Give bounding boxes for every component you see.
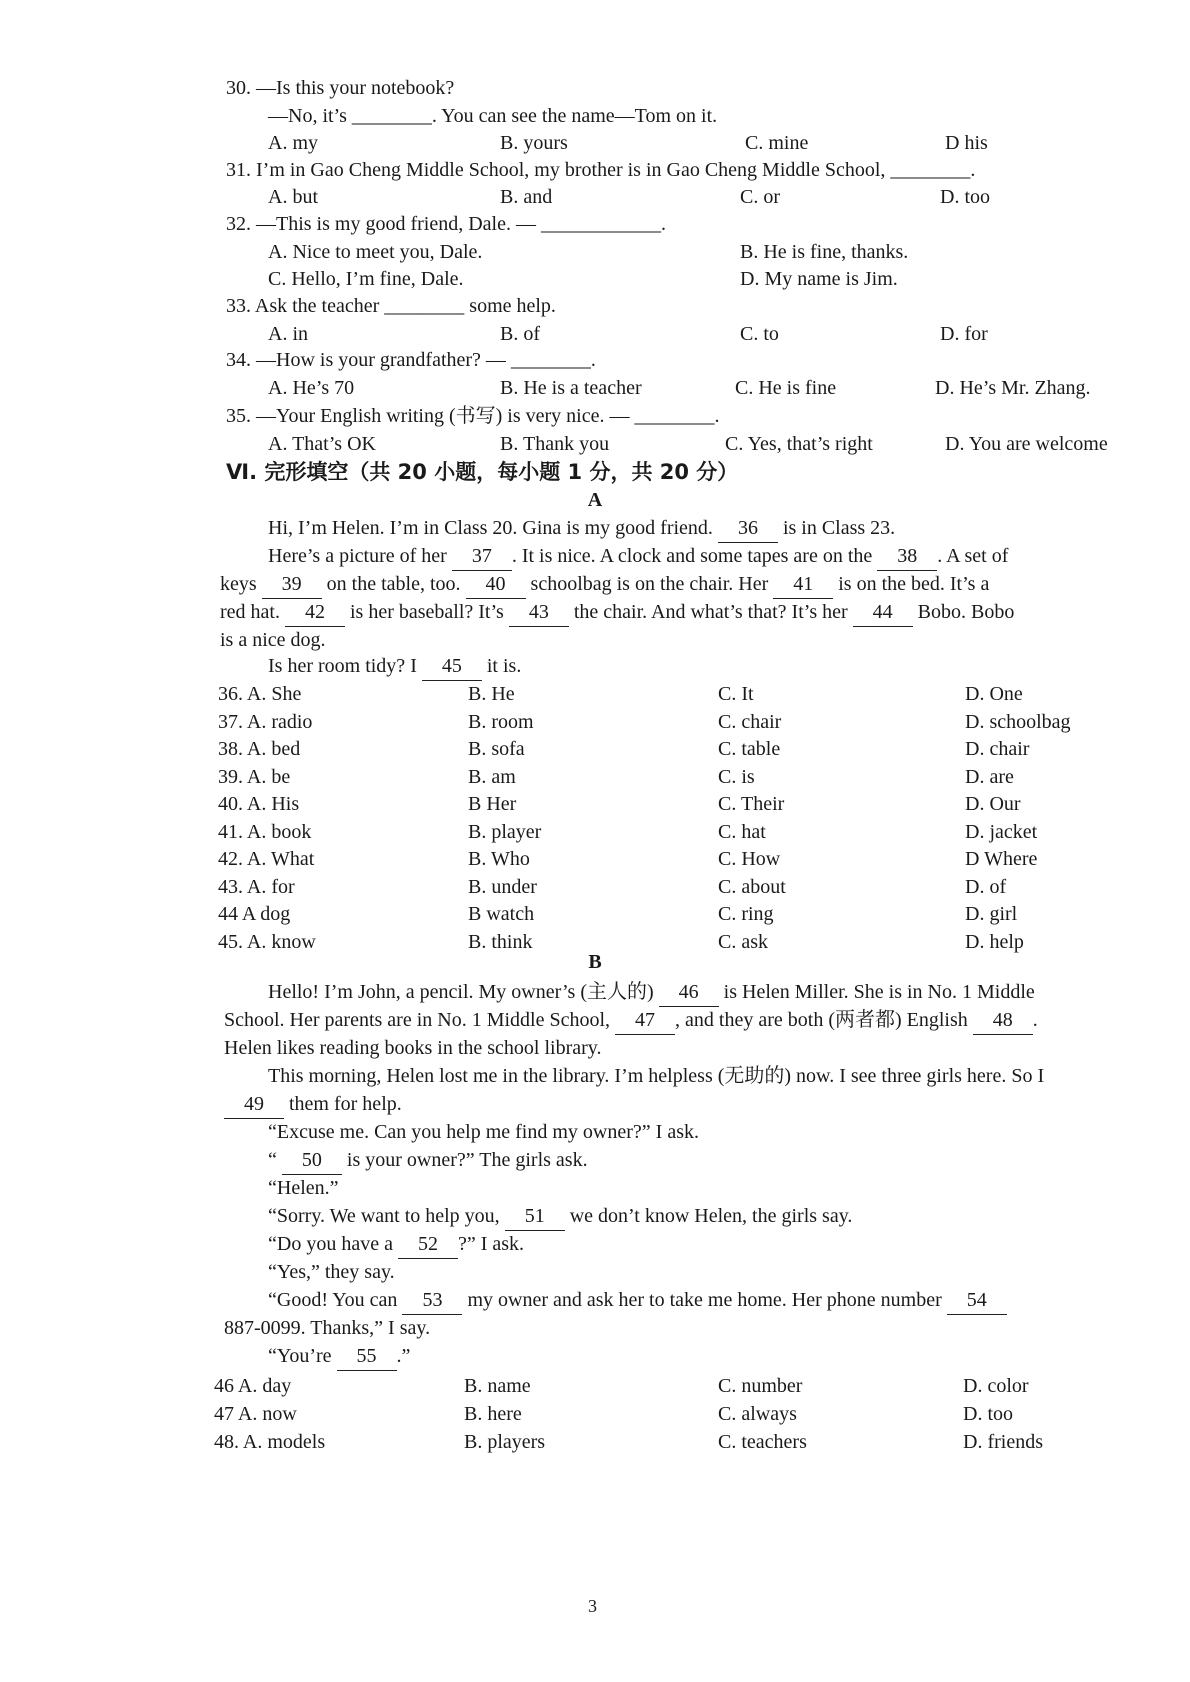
- cloze-blank: 42: [285, 598, 345, 627]
- passage-line: “Sorry. We want to help you, 51 we don’t know Helen, the girls say.: [268, 1202, 852, 1231]
- cloze-option: D Where: [965, 848, 1038, 870]
- cloze-option: D. schoolbag: [965, 710, 1071, 733]
- cloze-option: 38. A. bed: [218, 738, 301, 760]
- passage-line: Here’s a picture of her 37 . It is nice. A clock and some tapes are on the 38 . A set of: [268, 542, 1008, 571]
- cloze-option: B. under: [468, 875, 537, 898]
- cloze-option: B. name: [464, 1375, 531, 1397]
- question-stem: —No, it’s ________. You can see the name—Tom on it.: [268, 105, 718, 127]
- cloze-option: D. One: [965, 683, 1023, 705]
- question-stem: 32. —This is my good friend, Dale. — ____________.: [226, 213, 666, 235]
- answer-option: D his: [945, 132, 988, 154]
- cloze-option: 46 A. day: [214, 1375, 292, 1397]
- cloze-option: 37. A. radio: [218, 710, 313, 733]
- answer-option: D. too: [940, 186, 990, 208]
- cloze-blank: 46: [659, 978, 719, 1007]
- cloze-blank: 48: [973, 1006, 1033, 1035]
- cloze-blank: 53: [402, 1286, 462, 1315]
- cloze-option: 42. A. What: [218, 848, 315, 870]
- passage-line: “ 50 is your owner?” The girls ask.: [268, 1146, 588, 1175]
- passage-line: This morning, Helen lost me in the library. I’m helpless (无助的) now. I see three girls here. So I: [268, 1065, 1045, 1087]
- passage-line: Hi, I’m Helen. I’m in Class 20. Gina is my good friend. 36 is in Class 23.: [268, 514, 895, 543]
- passage-line: “Excuse me. Can you help me find my owner?” I ask.: [268, 1121, 699, 1143]
- cloze-option: C. Their: [718, 793, 785, 815]
- cloze-option: D. too: [963, 1403, 1013, 1425]
- cloze-blank: 45: [422, 652, 482, 681]
- answer-option: C. He is fine: [735, 377, 837, 399]
- cloze-blank: 50: [282, 1146, 342, 1175]
- question-stem: 33. Ask the teacher ________ some help.: [226, 295, 556, 317]
- cloze-option: D. friends: [963, 1431, 1043, 1453]
- cloze-blank: 49: [224, 1090, 284, 1119]
- cloze-option: 43. A. for: [218, 875, 295, 898]
- question-stem: 30. —Is this your notebook?: [226, 77, 455, 99]
- cloze-option: B. Who: [468, 848, 530, 870]
- passage-line: 49 them for help.: [224, 1090, 402, 1119]
- cloze-option: C. teachers: [718, 1431, 807, 1453]
- page-number: 3: [588, 1596, 597, 1616]
- answer-option: C. Yes, that’s right: [725, 433, 873, 455]
- cloze-option: 40. A. His: [218, 793, 300, 815]
- passage-line: Helen likes reading books in the school library.: [224, 1037, 602, 1059]
- cloze-option: C. always: [718, 1403, 797, 1425]
- cloze-option: B. player: [468, 820, 542, 843]
- cloze-option: D. Our: [965, 793, 1021, 815]
- answer-option: A. Nice to meet you, Dale.: [268, 241, 483, 263]
- cloze-option: B. sofa: [468, 738, 525, 760]
- cloze-option: C. about: [718, 875, 786, 898]
- cloze-blank: 38: [877, 542, 937, 571]
- answer-option: C. Hello, I’m fine, Dale.: [268, 268, 464, 290]
- cloze-option: C. How: [718, 848, 781, 870]
- cloze-option: D. jacket: [965, 820, 1038, 843]
- cloze-option: B. He: [468, 683, 515, 705]
- cloze-blank: 41: [773, 570, 833, 599]
- answer-option: D. He’s Mr. Zhang.: [935, 377, 1091, 399]
- answer-option: A. That’s OK: [268, 433, 376, 455]
- answer-option: C. mine: [745, 132, 809, 154]
- cloze-blank: 52: [398, 1230, 458, 1259]
- cloze-blank: 54: [947, 1286, 1007, 1315]
- cloze-option: D. chair: [965, 738, 1030, 760]
- cloze-option: 47 A. now: [214, 1403, 297, 1425]
- cloze-blank: 40: [466, 570, 526, 599]
- cloze-option: B. players: [464, 1431, 546, 1453]
- cloze-option: B. think: [468, 930, 533, 953]
- cloze-option: C. chair: [718, 710, 782, 733]
- cloze-option: 48. A. models: [214, 1431, 326, 1453]
- answer-option: B. Thank you: [500, 433, 610, 455]
- passage-line: Hello! I’m John, a pencil. My owner’s (主人的) 46 is Helen Miller. She is in No. 1 Middle: [268, 978, 1035, 1007]
- cloze-option: D. of: [965, 875, 1007, 898]
- passage-line: “Good! You can 53 my owner and ask her to take me home. Her phone number 54: [268, 1286, 1007, 1315]
- section-heading: Ⅵ. 完形填空（共 20 小题，每小题 1 分，共 20 分）: [226, 460, 739, 484]
- cloze-option: C. ring: [718, 903, 774, 925]
- cloze-option: D. girl: [965, 903, 1018, 925]
- cloze-option: 41. A. book: [218, 820, 312, 843]
- cloze-option: B. room: [468, 710, 534, 733]
- cloze-blank: 55: [337, 1342, 397, 1371]
- cloze-option: 36. A. She: [218, 683, 302, 705]
- cloze-blank: 37: [452, 542, 512, 571]
- cloze-option: D. help: [965, 930, 1024, 953]
- passage-line: red hat. 42 is her baseball? It’s 43 the chair. And what’s that? It’s her 44 Bobo. Bobo: [220, 598, 1014, 627]
- answer-option: A. but: [268, 186, 318, 208]
- cloze-option: B. am: [468, 765, 516, 788]
- passage-line: Is her room tidy? I 45 it is.: [268, 652, 521, 681]
- passage-line: “You’re 55 .”: [268, 1342, 410, 1371]
- answer-option: B. He is fine, thanks.: [740, 241, 909, 263]
- cloze-option: C. number: [718, 1375, 803, 1397]
- passage-label: B: [588, 951, 602, 973]
- cloze-option: 45. A. know: [218, 930, 316, 953]
- cloze-option: B watch: [468, 903, 535, 925]
- passage-line: “Yes,” they say.: [268, 1261, 395, 1283]
- cloze-blank: 43: [509, 598, 569, 627]
- answer-option: C. to: [740, 323, 779, 345]
- answer-option: A. in: [268, 323, 308, 345]
- answer-option: B. of: [500, 323, 540, 345]
- passage-line: “Helen.”: [268, 1177, 339, 1199]
- passage-label: A: [587, 489, 603, 511]
- passage-line: School. Her parents are in No. 1 Middle School, 47 , and they are both (两者都) English 48 .: [224, 1006, 1038, 1035]
- cloze-option: 44 A dog: [218, 903, 291, 925]
- answer-option: B. yours: [500, 132, 568, 154]
- cloze-option: B. here: [464, 1403, 522, 1425]
- answer-option: A. He’s 70: [268, 377, 355, 399]
- passage-line: “Do you have a 52 ?” I ask.: [268, 1230, 524, 1259]
- cloze-option: B Her: [468, 793, 517, 815]
- question-stem: 34. —How is your grandfather? — ________.: [226, 349, 596, 371]
- cloze-option: D. color: [963, 1375, 1029, 1397]
- cloze-option: 39. A. be: [218, 765, 291, 788]
- cloze-option: C. hat: [718, 820, 766, 843]
- answer-option: C. or: [740, 186, 780, 208]
- question-stem: 31. I’m in Gao Cheng Middle School, my brother is in Gao Cheng Middle School, ________.: [226, 159, 976, 181]
- cloze-option: C. table: [718, 738, 781, 760]
- passage-line: is a nice dog.: [220, 629, 326, 651]
- cloze-blank: 39: [262, 570, 322, 599]
- cloze-blank: 44: [853, 598, 913, 627]
- cloze-blank: 47: [615, 1006, 675, 1035]
- cloze-option: C. It: [718, 683, 754, 705]
- cloze-option: C. ask: [718, 930, 768, 953]
- answer-option: D. for: [940, 323, 988, 345]
- passage-line: keys 39 on the table, too. 40 schoolbag is on the chair. Her 41 is on the bed. It’s a: [220, 570, 989, 599]
- cloze-blank: 51: [505, 1202, 565, 1231]
- answer-option: D. My name is Jim.: [740, 268, 898, 290]
- answer-option: B. and: [500, 186, 553, 208]
- cloze-option: D. are: [965, 765, 1014, 788]
- question-stem: 35. —Your English writing (书写) is very nice. — ________.: [226, 405, 720, 427]
- passage-line: 887-0099. Thanks,” I say.: [224, 1317, 431, 1339]
- cloze-blank: 36: [718, 514, 778, 543]
- answer-option: A. my: [268, 132, 318, 154]
- answer-option: D. You are welcome: [945, 433, 1108, 455]
- cloze-option: C. is: [718, 765, 755, 788]
- answer-option: B. He is a teacher: [500, 377, 642, 399]
